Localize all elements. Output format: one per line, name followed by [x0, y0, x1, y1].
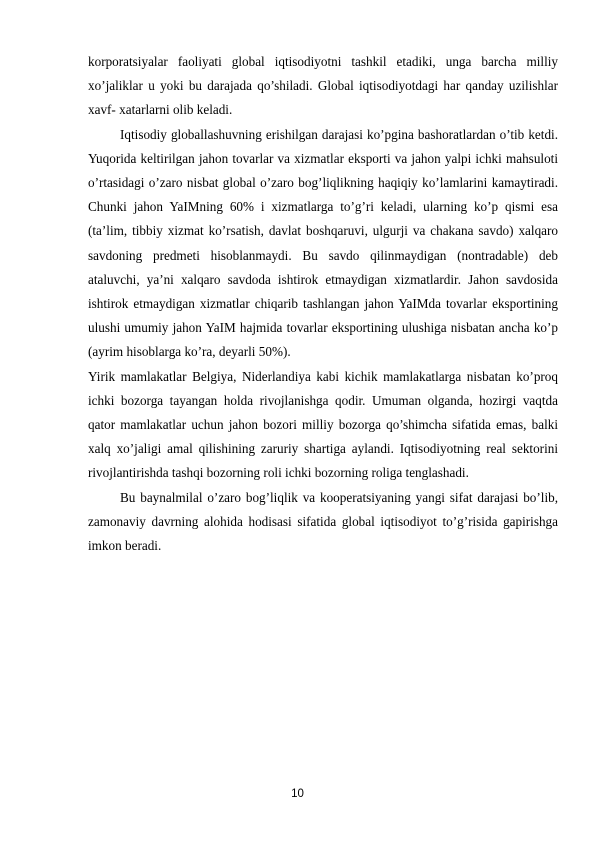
paragraph-1: korporatsiyalar faoliyati global iqtisodiyotni tashkil etadiki, unga barcha milliy xo’jaliklar u yoki bu darajada qo’shiladi. Global iqtisodiyotdagi har qanday uzilishlar xavf- xatarlarni olib keladi. — [88, 54, 558, 118]
body-text — [88, 50, 558, 558]
paragraph-3: Yirik mamlakatlar Belgiya, Niderlandiya kabi kichik mamlakatlarga nisbatan ko’proq ichki bozorga tayangan holda rivojlanishga qodir. Umuman olganda, hozirgi vaqtda qator mamlakatlar uchun jahon bozori milliy bozorga qo’shimcha sifatida emas, balki xalq xo’jaligi amal qilishining zaruriy shartiga aylandi. Iqtisodiyotning real sektorini rivojlantirishda tashqi bozorning roli ichki bozorning roliga tenglashadi. — [88, 368, 558, 481]
paragraph-4: Bu baynalmilal o’zaro bog’liqlik va kooperatsiyaning yangi sifat darajasi bo’lib, zamonaviy davrning alohida hodisasi sifatida global iqtisodiyot to’g’risida gapirishga imkon beradi. — [88, 489, 558, 554]
page-number: 10 — [291, 788, 304, 800]
paragraph-2: Iqtisodiy globallashuvning erishilgan darajasi ko’pgina bashoratlardan o’tib ketdi. Yuqorida keltirilgan jahon tovarlar va xizmatlar eksporti va jahon yalpi ichki mahsuloti o’rtasidagi o’zaro nisbat global o’zaro bog’liqlikning haqiqiy ko’lamlarini kamaytiradi. Chunki jahon YaIMning 60% i xizmatlarga to’g’ri keladi, ularning ko’p qismi esa (ta’lim, tibbiy xizmat ko’rsatish, davlat boshqaruvi, ulgurji va chakana savdo) xalqaro savdoning predmeti hisoblanmaydi. Bu savdo qilinmaydigan (nontradable) deb ataluvchi, ya’ni xalqaro savdoda ishtirok etmaydigan xizmatlardir. Jahon savdosida ishtirok etmaydigan xizmatlar chiqarib tashlangan jahon YaIMda tovarlar eksportining ulushi umumiy jahon YaIM hajmida tovarlar eksportining ulushiga nisbatan ancha ko’p (ayrim hisoblarga ko’ra, deyarli 50%). — [88, 126, 558, 360]
